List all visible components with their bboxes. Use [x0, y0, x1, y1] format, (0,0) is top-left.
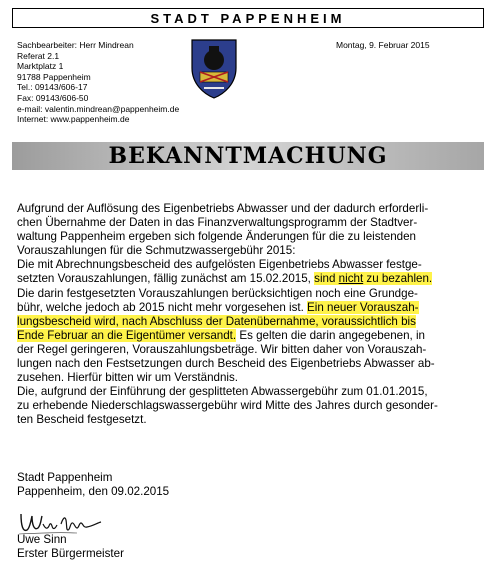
- body-line: ten Bescheid festgesetzt.: [17, 413, 147, 427]
- closing-place-date: Pappenheim, den 09.02.2015: [17, 485, 170, 498]
- body-text-part: setzten Vorauszahlungen, fällig zunächst am 15.02.2015,: [17, 272, 311, 286]
- body-line: zusehen. Hierfür bitten wir um Verständnis.: [17, 371, 239, 385]
- contact-line: Sachbearbeiter: Herr Mindrean: [17, 40, 134, 50]
- body-line: [17, 272, 479, 286]
- highlight-text: Ende Februar an die Eigentümer versandt.: [17, 328, 237, 342]
- highlight-text: [314, 272, 432, 285]
- letter-date: Montag, 9. Februar 2015: [336, 40, 430, 50]
- email-link[interactable]: e-mail: valentin.mindrean@pappenheim.de: [17, 103, 180, 114]
- signer-name: Uwe Sinn: [17, 533, 67, 546]
- body-line: waltung Pappenheim ergeben sich folgende Änderungen für die zu leistenden: [17, 230, 416, 244]
- contact-line: Tel.: 09143/606-17: [17, 82, 88, 93]
- contact-line: Fax: 09143/606-50: [17, 92, 89, 103]
- body-line: chen Übernahme der Daten in das Finanzverwaltungsprogramm der Stadtver-: [17, 216, 418, 230]
- pappenheim-coat-of-arms-icon: [190, 38, 238, 100]
- signer-block: [17, 533, 124, 561]
- body-text-part: bühr, welche jedoch ab 2015 nicht mehr vorgesehen ist.: [17, 300, 304, 314]
- body-line: [17, 315, 479, 329]
- body-line: Die, aufgrund der Einführung der gesplitteten Abwassergebühr zum 01.01.2015,: [17, 385, 428, 399]
- contact-block: [17, 40, 179, 125]
- closing-org: Stadt Pappenheim: [17, 471, 113, 484]
- underlined-word: nicht: [338, 272, 364, 286]
- contact-line: Marktplatz 1: [17, 61, 64, 72]
- website-link[interactable]: Internet: www.pappenheim.de: [17, 114, 130, 125]
- body-line: der Regel geringeren, Vorauszahlungsbeträge. Wir bitten daher von Vorauszah-: [17, 342, 427, 356]
- city-title: STADT PAPPENHEIM: [12, 8, 484, 28]
- notice-body: [17, 202, 479, 428]
- body-line: Vorauszahlungen für die Schmutzwassergebühr 2015:: [17, 244, 296, 258]
- page-title: BEKANNTMACHUNG: [108, 143, 388, 169]
- contact-line: 91788 Pappenheim: [17, 71, 91, 82]
- signer-role: Erster Bürgermeister: [17, 547, 124, 560]
- highlight-part: sind: [314, 272, 336, 286]
- contact-line: Referat 2.1: [17, 50, 60, 61]
- body-line: lungen nach den Festsetzungen durch Bescheid des Eigenbetriebs Abwasser ab-: [17, 357, 435, 371]
- highlight-text: lungsbescheid wird, nach Abschluss der Datenübernahme, voraussichtlich bis: [17, 314, 416, 328]
- body-line: Die darin festgesetzten Vorauszahlungen berücksichtigen noch eine Grundge-: [17, 286, 418, 300]
- body-line: Die mit Abrechnungsbescheid des aufgelösten Eigenbetriebs Abwasser festge-: [17, 258, 422, 272]
- body-text-part: Es gelten die darin angegebenen, in: [239, 328, 426, 342]
- body-line: Aufgrund der Auflösung des Eigenbetriebs Abwasser und der dadurch erforderli-: [17, 202, 429, 215]
- closing-block: [17, 471, 169, 499]
- highlight-part: zu bezahlen.: [366, 272, 433, 286]
- body-line: [17, 301, 479, 315]
- body-line: [17, 329, 479, 343]
- highlight-text: Ein neuer Vorauszah-: [307, 300, 419, 314]
- body-line: zu erhebende Niederschlagswassergebühr wird Mitte des Jahres durch gesonder-: [17, 399, 438, 413]
